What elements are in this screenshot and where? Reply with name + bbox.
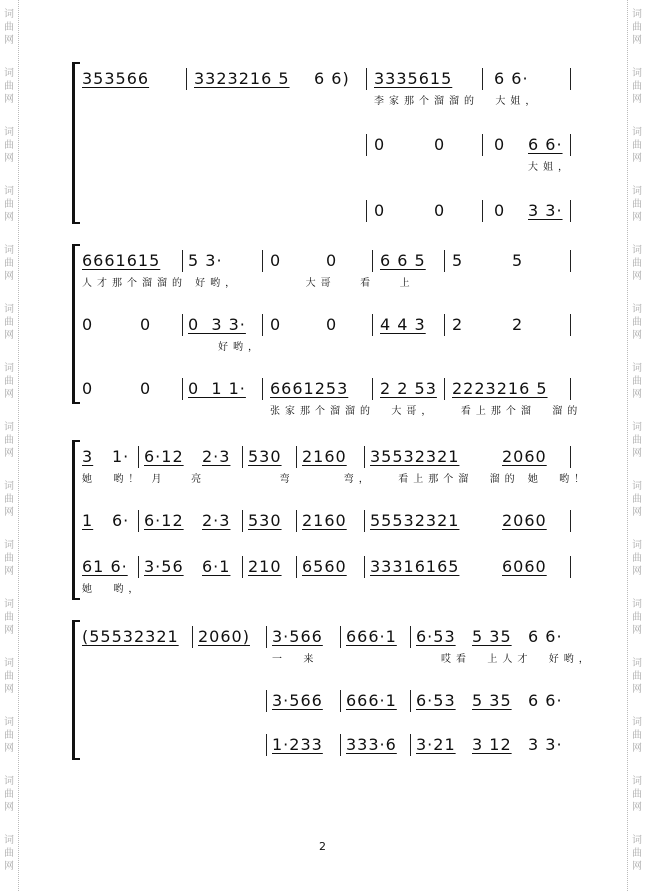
measure: 5 35 <box>472 691 512 710</box>
measure: 6060 <box>502 557 547 576</box>
watermark-char: 词 <box>632 68 642 79</box>
measure: 0 <box>434 135 446 154</box>
staff-bass <box>82 734 572 782</box>
staff-bass <box>82 378 583 426</box>
watermark-char: 词 <box>4 422 14 433</box>
measure: 6·12 <box>144 447 184 466</box>
score-system-4 <box>72 620 594 760</box>
watermark-char: 网 <box>632 507 642 518</box>
barline <box>262 314 263 336</box>
watermark-column-right <box>627 0 645 891</box>
measure: 2·3 <box>202 511 231 530</box>
system-bracket <box>72 62 78 224</box>
watermark-stamp <box>630 480 644 519</box>
measure: 5 <box>452 251 464 270</box>
barline <box>444 250 445 272</box>
measure: 6560 <box>302 557 347 576</box>
staff-soprano <box>82 250 572 298</box>
measure: 530 <box>248 447 282 466</box>
measure: 0 <box>374 201 386 220</box>
watermark-char: 曲 <box>4 612 14 623</box>
measure: 0 <box>270 251 282 270</box>
measure: 3·566 <box>272 627 323 646</box>
measure: 333·6 <box>346 735 397 754</box>
staff-alto <box>82 314 572 362</box>
watermark-char: 网 <box>4 861 14 872</box>
watermark-char: 网 <box>632 389 642 400</box>
watermark-stamp <box>630 8 644 47</box>
barline <box>266 690 267 712</box>
measure: 6 6· <box>494 69 529 88</box>
measure: 530 <box>248 511 282 530</box>
watermark-char: 词 <box>632 658 642 669</box>
watermark-char: 网 <box>632 566 642 577</box>
barline <box>242 446 243 468</box>
watermark-char: 词 <box>4 186 14 197</box>
barline <box>372 250 373 272</box>
barline <box>570 134 571 156</box>
score-system-1 <box>72 62 572 224</box>
watermark-char: 网 <box>632 802 642 813</box>
watermark-char: 曲 <box>4 671 14 682</box>
lyric-line: 大姐， <box>528 162 573 173</box>
measure: 2160 <box>302 447 347 466</box>
measure: 3·566 <box>272 691 323 710</box>
watermark-char: 词 <box>632 9 642 20</box>
watermark-char: 曲 <box>632 376 642 387</box>
watermark-stamp <box>630 244 644 283</box>
watermark-char: 词 <box>632 776 642 787</box>
measure: 2 <box>512 315 524 334</box>
watermark-char: 网 <box>4 448 14 459</box>
watermark-char: 曲 <box>4 258 14 269</box>
barline <box>186 68 187 90</box>
watermark-char: 曲 <box>632 789 642 800</box>
barline <box>570 556 571 578</box>
watermark-char: 曲 <box>632 671 642 682</box>
watermark-char: 词 <box>632 717 642 728</box>
watermark-char: 曲 <box>4 140 14 151</box>
barline <box>372 378 373 400</box>
score-system-3 <box>72 440 590 600</box>
barline <box>138 510 139 532</box>
barline <box>366 200 367 222</box>
watermark-stamp <box>2 716 16 755</box>
watermark-stamp <box>2 657 16 696</box>
measure: 2060) <box>198 627 250 646</box>
barline <box>296 556 297 578</box>
measure: 6·53 <box>416 691 456 710</box>
measure: 2060 <box>502 447 547 466</box>
watermark-stamp <box>630 421 644 460</box>
measure: 666·1 <box>346 691 397 710</box>
watermark-char: 网 <box>632 861 642 872</box>
measure: 0 <box>494 201 506 220</box>
watermark-char: 网 <box>4 153 14 164</box>
watermark-char: 曲 <box>632 612 642 623</box>
watermark-char: 词 <box>4 245 14 256</box>
watermark-column-left <box>0 0 19 891</box>
barline <box>482 200 483 222</box>
system-bracket <box>72 440 78 600</box>
watermark-char: 曲 <box>632 199 642 210</box>
measure: 6·53 <box>416 627 456 646</box>
watermark-char: 网 <box>4 625 14 636</box>
barline <box>340 690 341 712</box>
measure: 0 <box>326 251 338 270</box>
barline <box>482 68 483 90</box>
measure: 6 6· <box>528 627 563 646</box>
watermark-char: 曲 <box>632 258 642 269</box>
barline <box>570 510 571 532</box>
barline <box>296 446 297 468</box>
watermark-char: 网 <box>4 743 14 754</box>
watermark-char: 词 <box>4 599 14 610</box>
watermark-char: 网 <box>4 389 14 400</box>
watermark-char: 网 <box>4 507 14 518</box>
barline <box>138 556 139 578</box>
watermark-char: 曲 <box>4 730 14 741</box>
measure: 2·3 <box>202 447 231 466</box>
watermark-char: 曲 <box>4 494 14 505</box>
measure: 1 <box>82 511 94 530</box>
watermark-char: 词 <box>4 127 14 138</box>
measure: 5 35 <box>472 627 512 646</box>
watermark-stamp <box>2 362 16 401</box>
measure: 4 4 3 <box>380 315 426 334</box>
watermark-char: 网 <box>4 94 14 105</box>
watermark-stamp <box>630 303 644 342</box>
watermark-char: 网 <box>4 330 14 341</box>
watermark-char: 曲 <box>4 317 14 328</box>
measure: 3 <box>82 447 94 466</box>
barline <box>444 314 445 336</box>
watermark-char: 词 <box>632 540 642 551</box>
staff-bass <box>82 556 572 604</box>
watermark-char: 曲 <box>632 494 642 505</box>
watermark-char: 词 <box>4 835 14 846</box>
barline <box>192 626 193 648</box>
watermark-char: 曲 <box>4 789 14 800</box>
lyric-line: 李家那个溜溜的 大姐， <box>374 96 541 107</box>
watermark-char: 网 <box>632 684 642 695</box>
watermark-stamp <box>630 716 644 755</box>
measure: 0 <box>140 379 152 398</box>
watermark-stamp <box>2 303 16 342</box>
measure: 3 3· <box>528 735 563 754</box>
watermark-char: 网 <box>4 271 14 282</box>
watermark-char: 词 <box>4 363 14 374</box>
measure: 0 <box>494 135 506 154</box>
page-number: 2 <box>319 840 326 853</box>
barline <box>410 734 411 756</box>
measure: 2 2 53 <box>380 379 437 398</box>
staff-bass <box>82 200 572 248</box>
barline <box>570 250 571 272</box>
lyric-line: 一 来 哎看 上人才 好哟， <box>272 654 594 665</box>
watermark-char: 曲 <box>632 553 642 564</box>
watermark-char: 网 <box>4 566 14 577</box>
watermark-char: 曲 <box>632 317 642 328</box>
measure: (55532321 <box>82 627 179 646</box>
barline <box>570 446 571 468</box>
measure: 666·1 <box>346 627 397 646</box>
watermark-stamp <box>2 421 16 460</box>
watermark-char: 词 <box>632 127 642 138</box>
watermark-stamp <box>630 657 644 696</box>
measure: 3 3· <box>528 201 563 220</box>
measure: 0 <box>434 201 446 220</box>
watermark-char: 曲 <box>4 435 14 446</box>
lyric-line: 她 哟， <box>82 584 144 595</box>
watermark-stamp <box>2 539 16 578</box>
barline <box>570 68 571 90</box>
lyric-line: 她 哟！ 月 亮 弯 弯， 看上那个溜 溜的 她 哟！ <box>82 474 590 485</box>
watermark-char: 曲 <box>632 848 642 859</box>
watermark-char: 词 <box>632 599 642 610</box>
barline <box>570 200 571 222</box>
watermark-stamp <box>2 775 16 814</box>
barline <box>242 510 243 532</box>
watermark-char: 曲 <box>632 81 642 92</box>
watermark-char: 网 <box>632 35 642 46</box>
staff-alto <box>82 690 572 738</box>
measure: 6 6· <box>528 135 563 154</box>
watermark-char: 曲 <box>632 22 642 33</box>
watermark-char: 曲 <box>4 848 14 859</box>
watermark-char: 词 <box>632 186 642 197</box>
watermark-char: 曲 <box>4 553 14 564</box>
watermark-stamp <box>2 598 16 637</box>
watermark-stamp <box>2 480 16 519</box>
watermark-char: 词 <box>632 363 642 374</box>
barline <box>262 378 263 400</box>
barline <box>410 626 411 648</box>
measure: 353566 <box>82 69 150 88</box>
measure: 35532321 <box>370 447 460 466</box>
watermark-char: 词 <box>632 304 642 315</box>
watermark-char: 词 <box>4 658 14 669</box>
barline <box>366 134 367 156</box>
watermark-stamp <box>2 185 16 224</box>
system-bracket <box>72 244 78 404</box>
barline <box>372 314 373 336</box>
watermark-char: 词 <box>4 540 14 551</box>
watermark-char: 词 <box>4 9 14 20</box>
watermark-char: 词 <box>632 481 642 492</box>
measure: 0 <box>140 315 152 334</box>
measure: 0 <box>326 315 338 334</box>
lyric-line: 好哟， <box>218 342 263 353</box>
watermark-char: 网 <box>632 743 642 754</box>
measure: 3·56 <box>144 557 184 576</box>
lyric-line: 人才那个溜溜的 好哟， 大哥 看 上 <box>82 278 415 289</box>
barline <box>296 510 297 532</box>
barline <box>366 68 367 90</box>
measure: 6·1 <box>202 557 231 576</box>
watermark-stamp <box>2 244 16 283</box>
watermark-char: 曲 <box>632 435 642 446</box>
watermark-char: 曲 <box>632 140 642 151</box>
watermark-stamp <box>630 598 644 637</box>
barline <box>340 734 341 756</box>
measure: 6661615 <box>82 251 161 270</box>
measure: 6·12 <box>144 511 184 530</box>
watermark-char: 网 <box>4 802 14 813</box>
measure: 33316165 <box>370 557 460 576</box>
measure: 2060 <box>502 511 547 530</box>
measure: 2160 <box>302 511 347 530</box>
watermark-char: 词 <box>4 304 14 315</box>
watermark-char: 曲 <box>4 22 14 33</box>
measure: 6661253 <box>270 379 349 398</box>
barline <box>364 446 365 468</box>
barline <box>482 134 483 156</box>
watermark-char: 网 <box>4 35 14 46</box>
watermark-char: 词 <box>4 776 14 787</box>
measure: 61 6· <box>82 557 128 576</box>
watermark-char: 网 <box>632 625 642 636</box>
barline <box>570 314 571 336</box>
watermark-char: 网 <box>4 212 14 223</box>
staff-alto <box>82 134 572 182</box>
staff-soprano <box>82 446 590 494</box>
staff-alto <box>82 510 572 558</box>
watermark-char: 网 <box>4 684 14 695</box>
watermark-char: 词 <box>4 717 14 728</box>
barline <box>410 690 411 712</box>
watermark-char: 曲 <box>4 81 14 92</box>
barline <box>242 556 243 578</box>
measure: 0 <box>82 315 94 334</box>
measure: 210 <box>248 557 282 576</box>
watermark-char: 曲 <box>632 730 642 741</box>
measure: 6 6 5 <box>380 251 426 270</box>
measure: 2 <box>452 315 464 334</box>
measure: 55532321 <box>370 511 460 530</box>
lyric-line: 张家那个溜溜的 大哥， 看上那个溜 溜的 <box>270 406 583 417</box>
barline <box>266 626 267 648</box>
measure: 3323216 5 <box>194 69 290 88</box>
barline <box>182 250 183 272</box>
measure: 5 3· <box>188 251 223 270</box>
measure: 0 <box>82 379 94 398</box>
measure: 6 6· <box>528 691 563 710</box>
watermark-char: 词 <box>4 68 14 79</box>
measure: 2223216 5 <box>452 379 548 398</box>
watermark-char: 曲 <box>4 376 14 387</box>
watermark-char: 词 <box>632 422 642 433</box>
watermark-char: 词 <box>4 481 14 492</box>
measure: 0 <box>270 315 282 334</box>
score-system-2 <box>72 244 583 417</box>
watermark-stamp <box>630 67 644 106</box>
watermark-char: 曲 <box>4 199 14 210</box>
barline <box>444 378 445 400</box>
barline <box>182 378 183 400</box>
watermark-stamp <box>2 8 16 47</box>
barline <box>138 446 139 468</box>
watermark-char: 网 <box>632 153 642 164</box>
barline <box>364 556 365 578</box>
watermark-char: 网 <box>632 271 642 282</box>
watermark-char: 网 <box>632 212 642 223</box>
watermark-stamp <box>2 126 16 165</box>
barline <box>262 250 263 272</box>
staff-soprano <box>82 626 594 674</box>
measure: 0 <box>374 135 386 154</box>
barline <box>364 510 365 532</box>
measure: 6 6) <box>314 69 350 88</box>
watermark-char: 网 <box>632 448 642 459</box>
system-bracket <box>72 620 78 760</box>
measure: 6· <box>112 511 130 530</box>
measure: 1· <box>112 447 130 466</box>
barline <box>266 734 267 756</box>
watermark-char: 词 <box>632 835 642 846</box>
staff-soprano <box>82 68 572 116</box>
watermark-stamp <box>630 775 644 814</box>
watermark-stamp <box>630 126 644 165</box>
measure: 1·233 <box>272 735 323 754</box>
watermark-char: 网 <box>632 330 642 341</box>
measure: 5 <box>512 251 524 270</box>
watermark-stamp <box>630 362 644 401</box>
watermark-stamp <box>2 67 16 106</box>
measure: 3 12 <box>472 735 512 754</box>
measure: 3335615 <box>374 69 453 88</box>
barline <box>182 314 183 336</box>
watermark-stamp <box>630 185 644 224</box>
measure: 0 3 3· <box>188 315 246 334</box>
barline <box>340 626 341 648</box>
watermark-char: 词 <box>632 245 642 256</box>
barline <box>570 378 571 400</box>
watermark-stamp <box>630 539 644 578</box>
watermark-char: 网 <box>632 94 642 105</box>
measure: 3·21 <box>416 735 456 754</box>
measure: 0 1 1· <box>188 379 246 398</box>
